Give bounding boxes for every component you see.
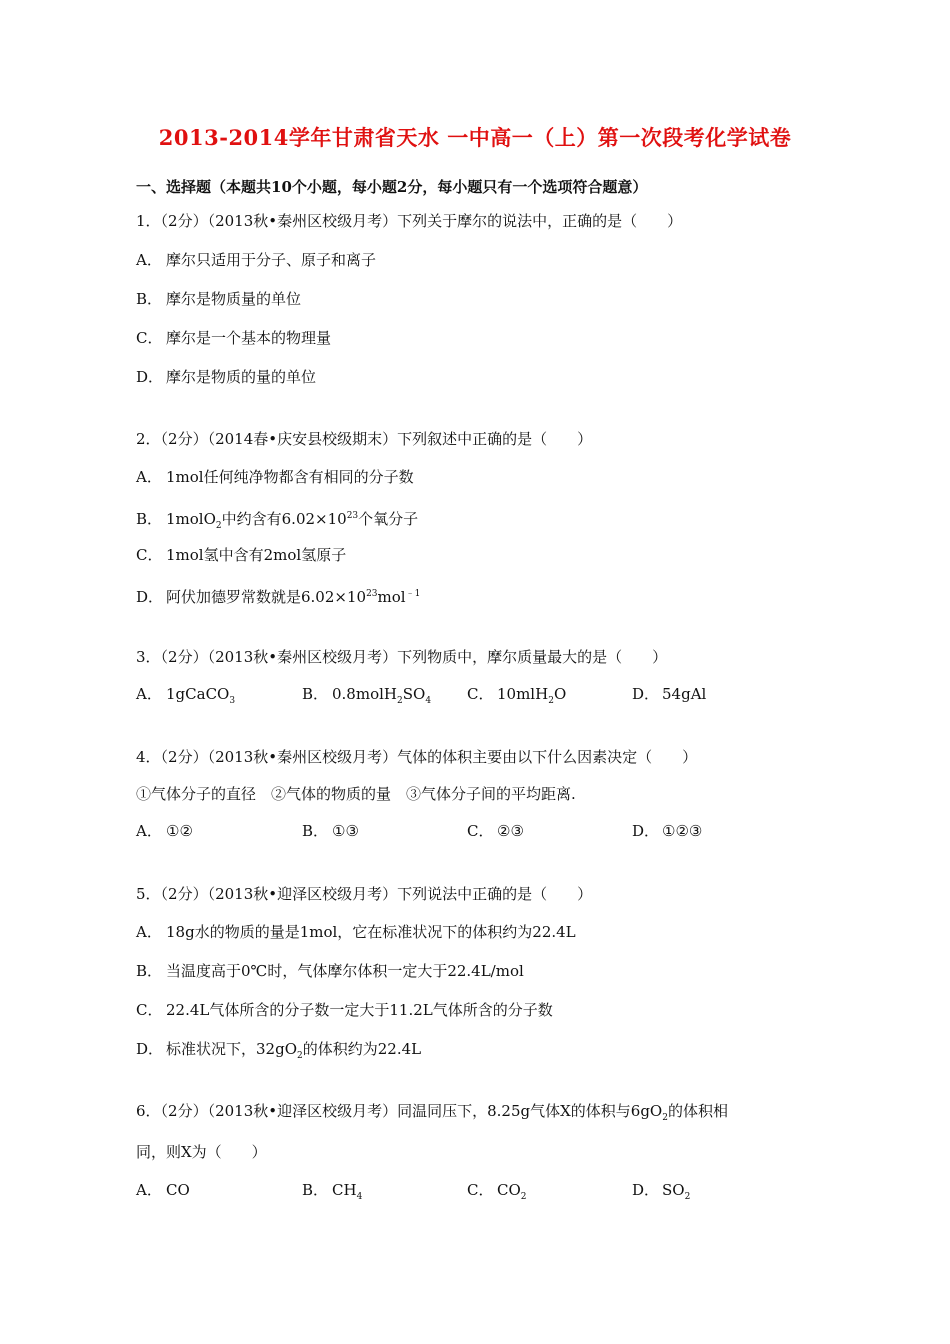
question-6-option-a: A． CO [136,1181,190,1199]
question-6-option-c: C． $CO_2$ [467,1181,527,1202]
question-1-option-b: B． 摩尔是物质量的单位 [136,290,302,308]
question-4-stem: 4．（2分）（2013秋•秦州区校级月考）气体的体积主要由以下什么因素决定（ ） [136,748,698,766]
question-5-option-d: D． 标准状况下，$32gO_2$的体积约为22.4L [136,1040,422,1061]
question-4-option-d: D． ①②③ [632,822,703,840]
question-6-stem: 6．（2分）（2013秋•迎泽区校级月考）同温同压下，8.25g气体X的体积与$6gO_2$的体积相 [136,1102,728,1123]
question-1-option-d: D． 摩尔是物质的量的单位 [136,368,317,386]
question-4-option-a: A． ①② [136,822,193,840]
question-2-option-d: D． 阿伏加德罗常数就是$6.02\times 10^{23}mol^{﹣1}$ [136,588,421,606]
question-1-option-a: A． 摩尔只适用于分子、原子和离子 [136,251,377,269]
question-2-option-a: A． 1mol任何纯净物都含有相同的分子数 [136,468,414,486]
question-2-option-b: B． 1molO$_2$中约含有$6.02\times 10^{23}$个氧分子 [136,510,419,531]
question-3-option-b: B． $0.8molH_2SO_4$ [302,685,432,706]
question-4-option-c: C． ②③ [467,822,524,840]
exam-title: 2013-2014学年甘肃省天水 一中高一（上）第一次段考化学试卷 [158,125,792,150]
question-3-option-a: A． 1gCaCO$_3$ [136,685,236,706]
question-6-option-d: D． $SO_2$ [632,1181,691,1202]
question-1-option-c: C． 摩尔是一个基本的物理量 [136,329,332,347]
question-4-factors: ①气体分子的直径 ②气体的物质的量 ③气体分子间的平均距离. [136,785,576,803]
question-3-option-d: D． 54gAl [632,685,707,703]
question-5-option-a: A． 18g水的物质的量是1mol，它在标准状况下的体积约为22.4L [136,923,576,941]
question-4-option-b: B． ①③ [302,822,359,840]
question-3-option-c: C． 10mlH$_2$O [467,685,567,706]
question-5-stem: 5．（2分）（2013秋•迎泽区校级月考）下列说法中正确的是（ ） [136,885,593,903]
question-2-option-c: C． 1mol氢中含有2mol氢原子 [136,546,347,564]
question-5-option-c: C． 22.4L气体所含的分子数一定大于11.2L气体所含的分子数 [136,1001,553,1019]
question-6-stem-continued: 同，则X为（ ） [136,1143,267,1161]
question-3-stem: 3．（2分）（2013秋•秦州区校级月考）下列物质中，摩尔质量最大的是（ ） [136,648,668,666]
question-3-options [136,684,796,704]
question-2-stem: 2．（2分）（2014春•庆安县校级期末）下列叙述中正确的是（ ） [136,430,593,448]
question-4-options [136,821,796,841]
question-6-option-b: B． $CH_4$ [302,1181,363,1202]
question-1-stem: 1．（2分）（2013秋•秦州区校级月考）下列关于摩尔的说法中，正确的是（ ） [136,212,683,230]
section-heading: 一、选择题（本题共10个小题，每小题2分，每小题只有一个选项符合题意） [136,178,648,196]
question-5-option-b: B． 当温度高于0℃时，气体摩尔体积一定大于22.4L/mol [136,962,524,980]
question-6-options [136,1180,796,1200]
